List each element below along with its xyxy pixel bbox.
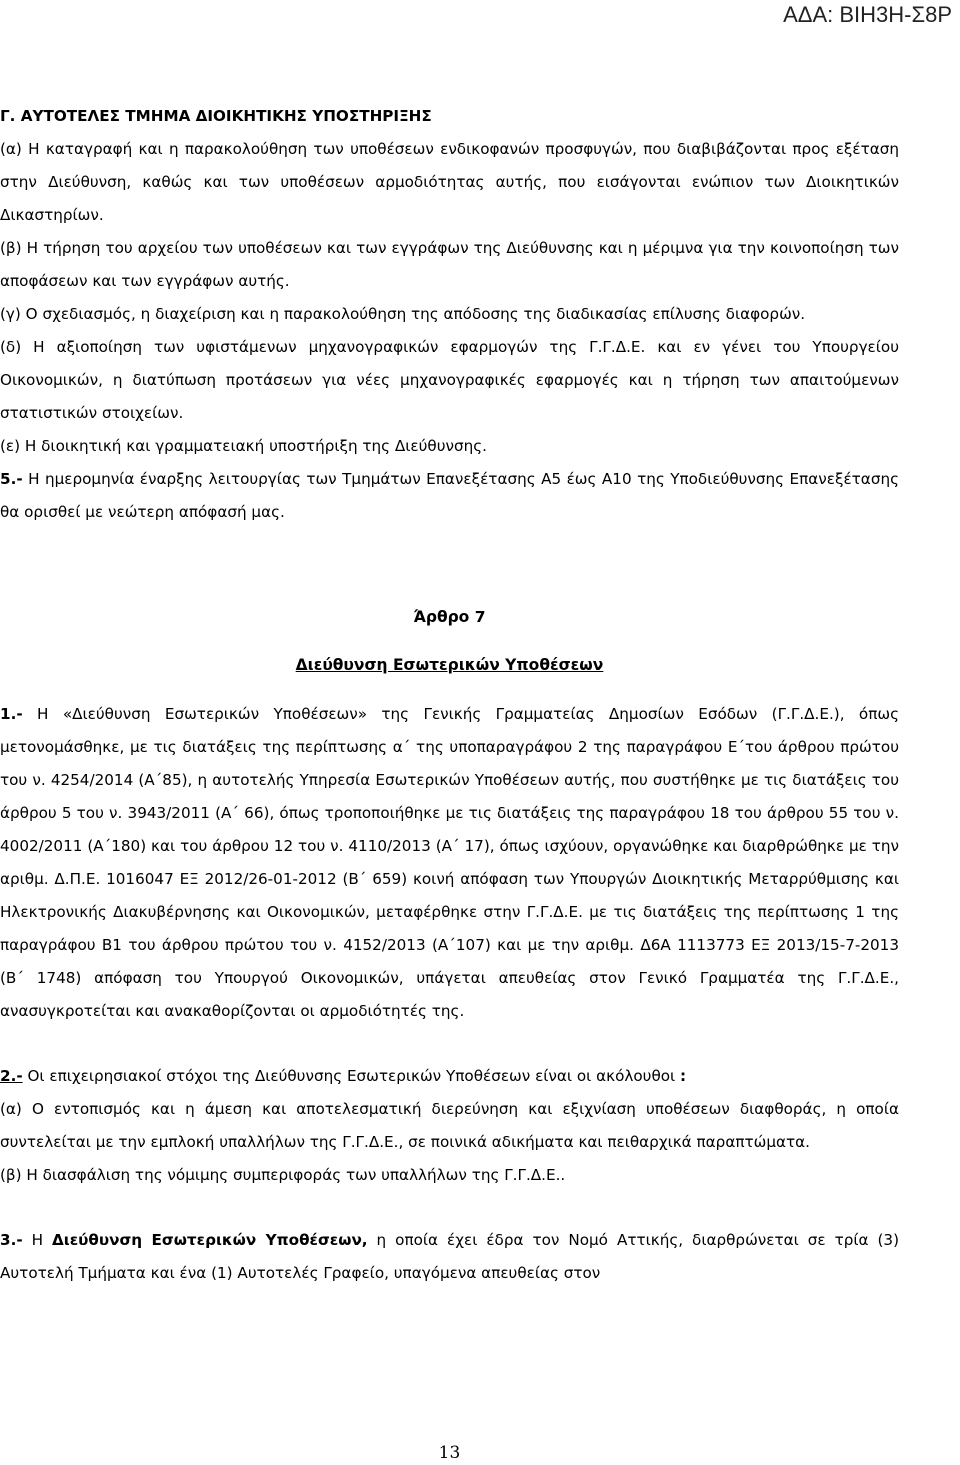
paragraph-2-item-a: (α) Ο εντοπισμός και η άμεση και αποτελεσματική διερεύνηση και εξιχνίαση υποθέσεων διαφθοράς, η οποία συντελείται με την εμπλοκή υπαλλήλων της Γ.Γ.Δ.Ε., σε ποινικά αδικήματα και πειθαρχικά παραπτώματα. [0, 1099, 899, 1151]
item-c: (γ) Ο σχεδιασμός, η διαχείριση και η παρακολούθηση της απόδοσης της διαδικασίας επίλυσης διαφορών. [0, 305, 806, 323]
article-paragraph-3: 3.- Η Διεύθυνση Εσωτερικών Υποθέσεων, η οποία έχει έδρα τον Νομό Αττικής, διαρθρώνεται σε τρία (3) Αυτοτελή Τμήματα και ένα (1) Αυτοτελές Γραφείο, υπαγόμενα απευθείας στον [0, 1230, 899, 1282]
item-a: (α) Η καταγραφή και η παρακολούθηση των υποθέσεων ενδικοφανών προσφυγών, που διαβιβάζονται προς εξέταση στην Διεύθυνση, καθώς και των υποθέσεων αρμοδιότητας αυτής, που εισάγονται ενώπιον των Διοικητικών Δικαστηρίων. [0, 140, 899, 224]
paragraph-5: 5.- Η ημερομηνία έναρξης λειτουργίας των Τμημάτων Επανεξέτασης Α5 έως Α10 της Υποδιεύθυνσης Επανεξέτασης θα ορισθεί με νεώτερη απόφασή μας. [0, 470, 899, 521]
item-b: (β) Η τήρηση του αρχείου των υποθέσεων και των εγγράφων της Διεύθυνσης και η μέριμνα για την κοινοποίηση των αποφάσεων και των εγγράφων αυτής. [0, 239, 899, 290]
item-d: (δ) Η αξιοποίηση των υφιστάμενων μηχανογραφικών εφαρμογών της Γ.Γ.Δ.Ε. και εν γένει του Υπουργείου Οικονομικών, η διατύπωση προτάσεων για νέες μηχανογραφικές εφαρμογές και η τήρηση των απαιτούμενων στατιστικών στοιχείων. [0, 338, 899, 422]
article-number: Άρθρο 7 [413, 607, 486, 626]
item-e: (ε) Η διοικητική και γραμματειακή υποστήριξη της Διεύθυνσης. [0, 437, 487, 455]
document-body [0, 100, 960, 1290]
ada-code: ΑΔΑ: ΒΙΗ3Η-Σ8Ρ [783, 2, 952, 27]
article-paragraph-2: 2.- Οι επιχειρησιακοί στόχοι της Διεύθυνσης Εσωτερικών Υποθέσεων είναι οι ακόλουθοι : [0, 1066, 687, 1085]
paragraph-2-item-b: (β) Η διασφάλιση της νόμιμης συμπεριφοράς των υπαλλήλων της Γ.Γ.Δ.Ε.. [0, 1165, 566, 1184]
section-title: Γ. ΑΥΤΟΤΕΛΕΣ ΤΜΗΜΑ ΔΙΟΙΚΗΤΙΚΗΣ ΥΠΟΣΤΗΡΙΞΗΣ [0, 107, 432, 125]
article-title: Διεύθυνση Εσωτερικών Υποθέσεων [295, 656, 604, 674]
page-number: 13 [438, 1443, 461, 1463]
article-paragraph-1: 1.- Η «Διεύθυνση Εσωτερικών Υποθέσεων» της Γενικής Γραμματείας Δημοσίων Εσόδων (Γ.Γ.Δ.Ε.), όπως μετονομάσθηκε, με τις διατάξεις της περίπτωσης α΄ της υποπαραγράφου 2 της παραγράφου Ε΄του άρθρου πρώτου του ν. 4254/2014 (Α΄85), η αυτοτελής Υπηρεσία Εσωτερικών Υποθέσεων αυτής, που συστήθηκε με τις διατάξεις του άρθρου 5 του ν. 3943/2011 (Α΄ 66), όπως τροποποιήθηκε με τις διατάξεις της παραγράφου 18 του άρθρου 55 του ν. 4002/2011 (Α΄180) και του άρθρου 12 του ν. 4110/2013 (Α΄ 17), όπως ισχύουν, οργανώθηκε και διαρθρώθηκε με την αριθμ. Δ.Π.Ε. 1016047 ΕΞ 2012/26-01-2012 (Β΄ 659) κοινή απόφαση των Υπουργών Διοικητικής Μεταρρύθμισης και Ηλεκτρονικής Διακυβέρνησης και Οικονομικών, μεταφέρθηκε στην Γ.Γ.Δ.Ε. με τις διατάξεις της περίπτωσης 1 της παραγράφου Β1 του άρθρου πρώτου του ν. 4152/2013 (Α΄107) και με την αριθμ. Δ6Α 1113773 ΕΞ 2013/15-7-2013 (Β΄ 1748) απόφαση του Υπουργού Οικονομικών, υπάγεται απευθείας στον Γενικό Γραμματέα της Γ.Γ.Δ.Ε., ανασυγκροτείται και ανακαθορίζονται οι αρμοδιότητές της. [0, 704, 899, 1020]
